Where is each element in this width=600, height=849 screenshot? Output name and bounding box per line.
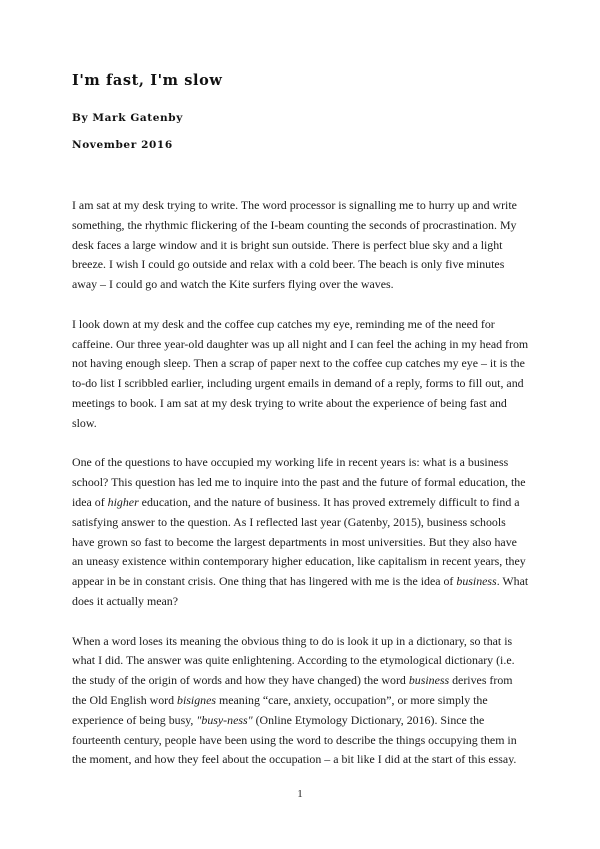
paragraph-3-text-c: . What does it actually mean? [72,574,529,608]
emphasis-business: business [456,574,497,589]
document-title: I'm fast, I'm slow [72,72,223,89]
paragraph-3-text-a: One of the questions to have occupied my working life in recent years is: what is a business school? This question has led me to inquire into the past and the future of formal education, the idea of [72,455,526,509]
paragraph-4-text-c: meaning “care, anxiety, occupation”, or more simply the experience of being busy, [72,692,488,727]
paragraph-1: I am sat at my desk trying to write. The word processor is signalling me to hurry up and write something, the rhythmic flickering of the I-beam counting the seconds of procrastination. My desk faces a large window and it is bright sun outside. There is perfect blue sky and a light breeze. I wish I could go outside and relax with a cold beer. The beach is only five minutes away – I could go and watch the Kite surfers flying over the waves. [72,198,517,292]
emphasis-busy-ness: "busy-ness" [196,712,253,727]
document-body [72,196,530,790]
paragraph-3-text-b: education, and the nature of business. It has proved extremely difficult to find a satisfying answer to the question. As I reflected last year (Gatenby, 2015), business schools have grown so fast to become the largest departments in most universities. But they also have an uneasy existence within contemporary higher education, like capitalism in recent years, they appear in be in constant crisis. One thing that has lingered with me is the idea of [72,494,526,589]
emphasis-bisignes: bisignes [177,692,217,707]
page-number: 1 [297,788,303,800]
author-line: By Mark Gatenby [72,112,183,124]
paragraph-3 [72,453,530,611]
paragraph-2: I look down at my desk and the coffee cup catches my eye, reminding me of the need for caffeine. Our three year-old daughter was up all night and I can feel the aching in my head from not having enough sleep. Then a scrap of paper next to the coffee cup catches my eye – it is the to-do list I scribbled earlier, including urgent emails in demand of a reply, forms to fill out, and meetings to book. I am sat at my desk trying to write about the experience of being fast and slow. [72,316,529,430]
date-line: November 2016 [72,139,173,151]
paragraph-4 [72,632,530,771]
paragraph-4-text-b: derives from the Old English word [72,673,513,707]
emphasis-business-word: business [408,673,450,688]
paragraph-4-text-a: When a word loses its meaning the obvious thing to do is look it up in a dictionary, so that is what I did. The answer was quite enlightening. According to the etymological dictionary (i.e. the study of the origin of words and how they have changed) the word [72,633,515,688]
paragraph-4-text-d: (Online Etymology Dictionary, 2016). Since the fourteenth century, people have been using the word to describe the things occupying them in the moment, and how they feel about the occupation – a bit like I did at the start of this essay. [72,712,517,767]
emphasis-higher: higher [107,494,139,509]
